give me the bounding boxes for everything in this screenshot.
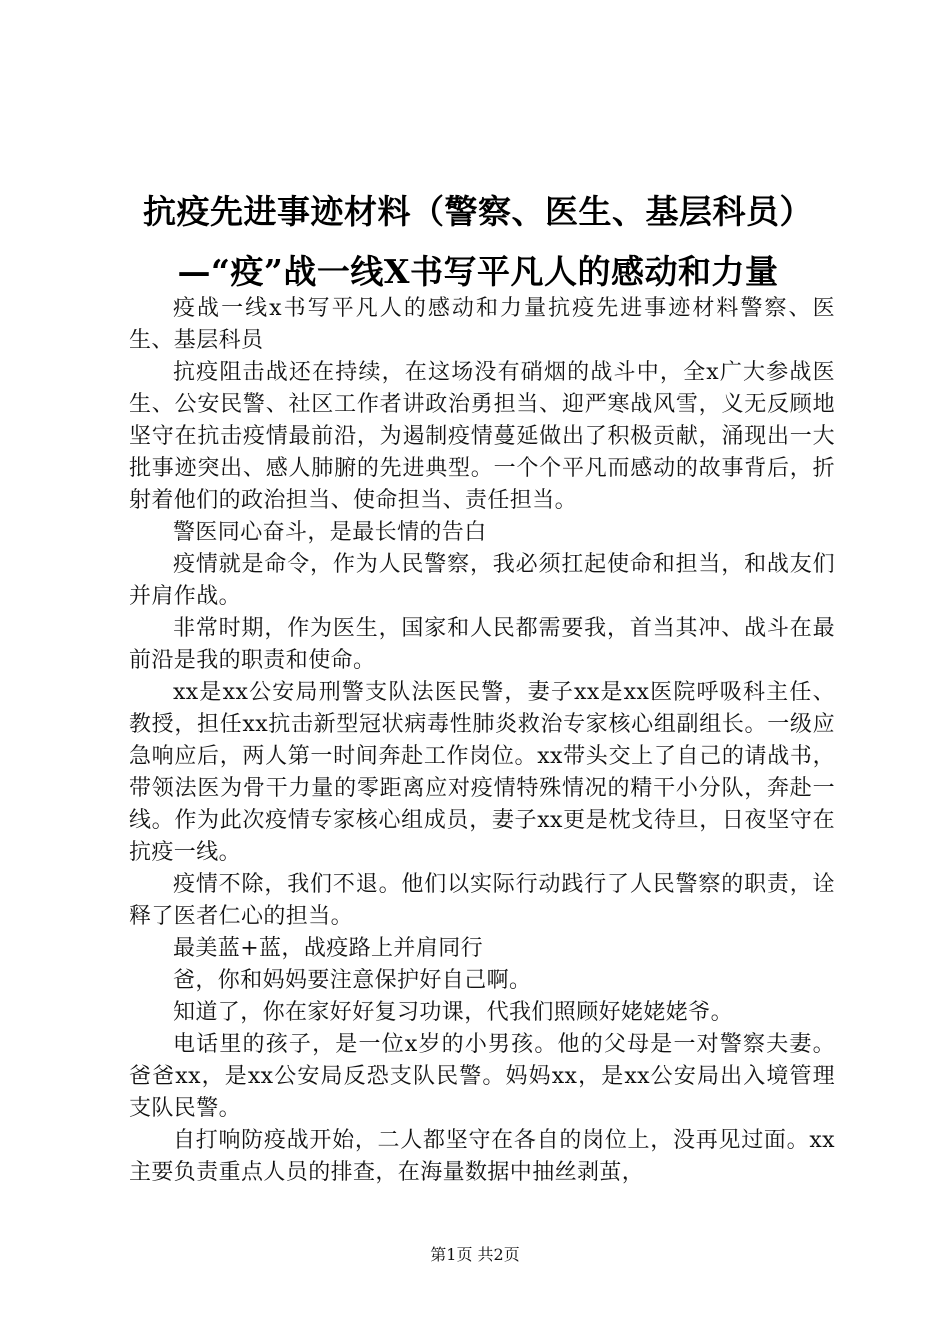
paragraph: 电话里的孩子，是一位x岁的小男孩。他的父母是一对警察夫妻。爸爸xx，是xx公安局反恐支队民警。妈妈xx，是xx公安局出入境管理支队民警。 <box>129 1032 835 1121</box>
paragraph: 知道了，你在家好好复习功课，代我们照顾好姥姥姥爷。 <box>173 1000 734 1025</box>
section-heading: 最美蓝+蓝，战疫路上并肩同行 <box>173 936 484 961</box>
document-subtitle: —“疫”战一线X书写平凡人的感动和力量 <box>177 252 779 291</box>
document-body <box>129 293 835 1189</box>
paragraph: 非常时期，作为医生，国家和人民都需要我，首当其冲、战斗在最前沿是我的职责和使命。 <box>129 616 835 673</box>
paragraph: 抗疫阻击战还在持续，在这场没有硝烟的战斗中，全x广大参战医生、公安民警、社区工作者讲政治勇担当、迎严寒战风雪，义无反顾地坚守在抗击疫情最前沿，为遏制疫情蔓延做出了积极贡献，涌现出一大批事迹突出、感人肺腑的先进典型。一个个平凡而感动的故事背后，折射着他们的政治担当、使命担当、责任担当。 <box>129 360 835 513</box>
paragraph: 疫战一线x书写平凡人的感动和力量抗疫先进事迹材料警察、医生、基层科员 <box>129 296 835 353</box>
paragraph: 疫情不除，我们不退。他们以实际行动践行了人民警察的职责，诠释了医者仁心的担当。 <box>129 872 835 929</box>
document-title: 抗疫先进事迹材料（警察、医生、基层科员） <box>143 192 813 231</box>
paragraph: 疫情就是命令，作为人民警察，我必须扛起使命和担当，和战友们并肩作战。 <box>129 552 835 609</box>
page-number-footer: 第1页 共2页 <box>430 1245 520 1264</box>
paragraph: 爸，你和妈妈要注意保护好自己啊。 <box>173 968 532 993</box>
section-heading: 警医同心奋斗，是最长情的告白 <box>173 520 487 545</box>
paragraph: 自打响防疫战开始，二人都坚守在各自的岗位上，没再见过面。xx主要负责重点人员的排查，在海量数据中抽丝剥茧， <box>129 1128 835 1185</box>
paragraph: xx是xx公安局刑警支队法医民警，妻子xx是xx医院呼吸科主任、教授，担任xx抗击新型冠状病毒性肺炎救治专家核心组副组长。一级应急响应后，两人第一时间奔赴工作岗位。xx带头交上了自己的请战书，带领法医为骨干力量的零距离应对疫情特殊情况的精干小分队，奔赴一线。作为此次疫情专家核心组成员，妻子xx更是枕戈待旦，日夜坚守在抗疫一线。 <box>129 680 835 865</box>
